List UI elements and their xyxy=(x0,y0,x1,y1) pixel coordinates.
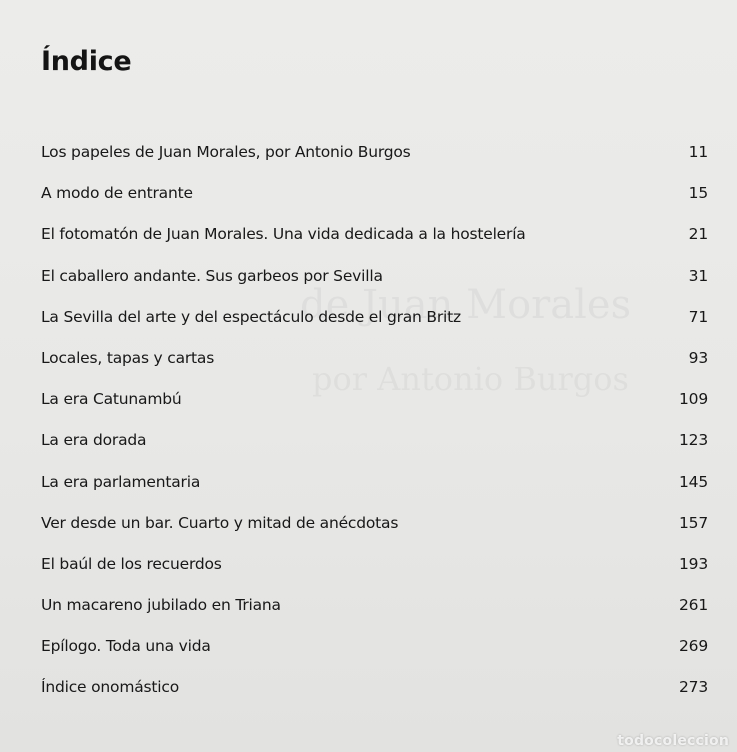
page-title: Índice xyxy=(41,46,132,77)
toc-entry-page: 269 xyxy=(679,637,708,656)
toc-entry-page: 31 xyxy=(688,266,708,285)
toc-entry xyxy=(41,349,708,390)
toc-entry-page: 21 xyxy=(688,225,708,244)
table-of-contents xyxy=(41,143,708,720)
toc-entry xyxy=(41,596,708,637)
toc-entry xyxy=(41,267,708,308)
toc-entry xyxy=(41,390,708,431)
toc-entry-title: Ver desde un bar. Cuarto y mitad de anécdotas xyxy=(41,513,399,532)
toc-entry-page: 273 xyxy=(679,678,708,697)
toc-entry-title: El caballero andante. Sus garbeos por Sevilla xyxy=(41,266,383,285)
toc-entry-page: 193 xyxy=(679,554,708,573)
toc-entry-page: 261 xyxy=(679,596,708,615)
toc-entry-page: 157 xyxy=(679,513,708,532)
toc-entry-page: 93 xyxy=(688,348,708,367)
toc-entry-title: La era parlamentaria xyxy=(41,472,201,491)
toc-entry-page: 11 xyxy=(688,143,708,161)
toc-entry-title: El fotomatón de Juan Morales. Una vida dedicada a la hostelería xyxy=(41,225,526,244)
watermark: todocoleccion xyxy=(617,733,729,749)
toc-entry-page: 15 xyxy=(688,184,708,203)
toc-entry xyxy=(41,637,708,678)
toc-entry-page: 71 xyxy=(688,307,708,326)
toc-entry-title: Los papeles de Juan Morales, por Antonio Burgos xyxy=(41,143,411,161)
toc-entry xyxy=(41,514,708,555)
toc-entry-title: A modo de entrante xyxy=(41,184,193,203)
toc-entry-title: Locales, tapas y cartas xyxy=(41,348,215,367)
toc-entry-title: La Sevilla del arte y del espectáculo desde el gran Britz xyxy=(41,307,461,326)
toc-entry-page: 123 xyxy=(679,431,708,450)
toc-entry xyxy=(41,225,708,266)
toc-entry-title: La era dorada xyxy=(41,431,147,450)
toc-entry xyxy=(41,678,708,719)
toc-entry-title: La era Catunambú xyxy=(41,390,182,409)
toc-entry-title: El baúl de los recuerdos xyxy=(41,554,222,573)
toc-entry xyxy=(41,184,708,225)
toc-entry xyxy=(41,555,708,596)
toc-entry xyxy=(41,473,708,514)
toc-entry xyxy=(41,308,708,349)
toc-entry-title: Índice onomástico xyxy=(41,678,179,697)
toc-entry-page: 109 xyxy=(679,390,708,409)
toc-entry xyxy=(41,143,708,184)
toc-entry-title: Un macareno jubilado en Triana xyxy=(41,596,281,615)
toc-entry-title: Epílogo. Toda una vida xyxy=(41,637,211,656)
toc-entry-page: 145 xyxy=(679,472,708,491)
toc-entry xyxy=(41,431,708,472)
